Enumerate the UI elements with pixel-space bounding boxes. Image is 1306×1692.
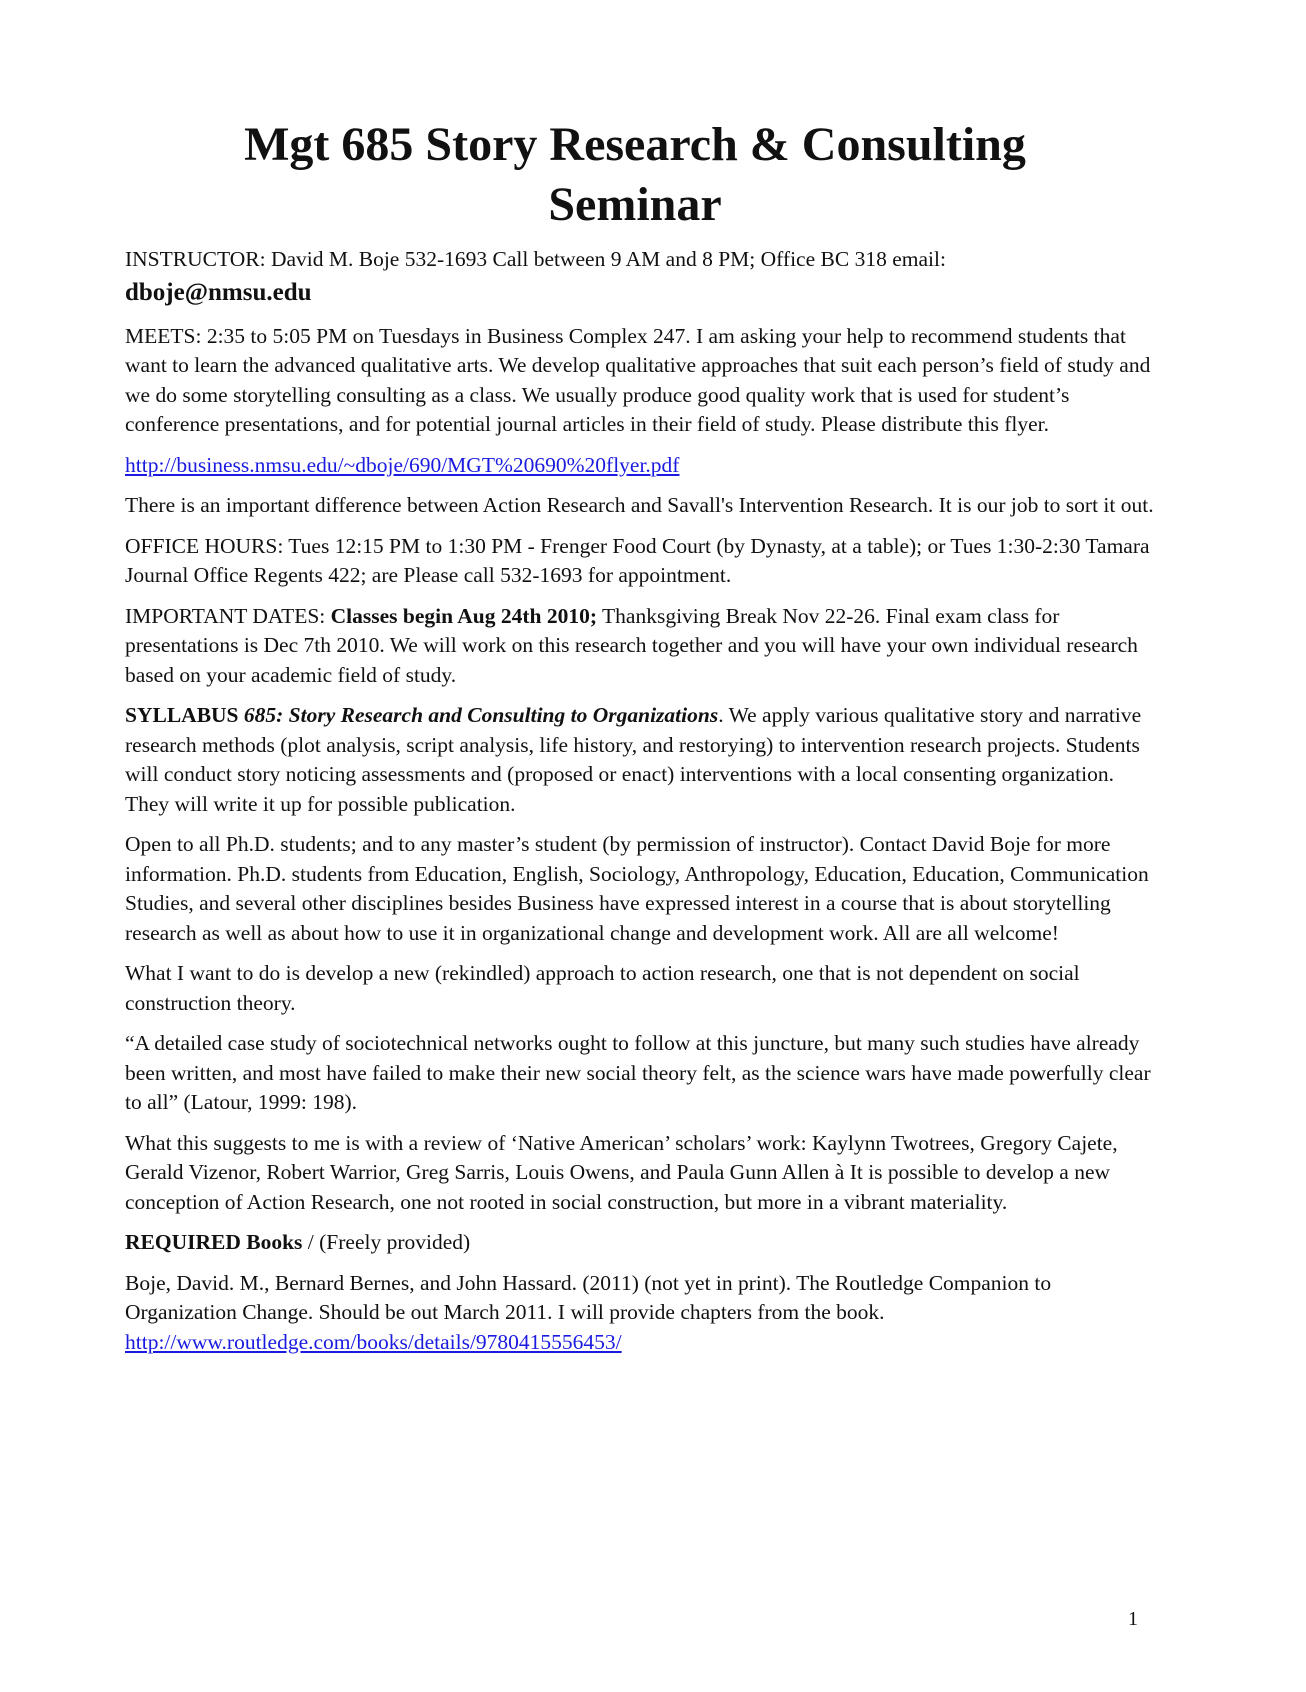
instructor-paragraph: [125, 245, 1155, 311]
want-to-do-paragraph: What I want to do is develop a new (rekindled) approach to action research, one that is not dependent on social construction theory.: [125, 961, 1080, 1015]
syllabus-label: SYLLABUS: [125, 703, 244, 727]
document-body: [125, 245, 1155, 1368]
required-books-label: REQUIRED Books: [125, 1230, 303, 1254]
suggests-paragraph: What this suggests to me is with a review of ‘Native American’ scholars’ work: Kaylynn Twotrees, Gregory Cajete, Gerald Vizenor, Robert Warrior, Greg Sarris, Louis Owens, and Paula Gunn Allen à It is possible to develop a new conception of Action Research, one not rooted in social construction, but more in a vibrant materiality.: [125, 1130, 1118, 1214]
title-line-2: Seminar: [548, 178, 722, 231]
book-entry-paragraph: [125, 1269, 1155, 1358]
instructor-email: dboje@nmsu.edu: [125, 278, 312, 306]
classes-begin-date: Classes begin Aug 24th 2010;: [330, 603, 598, 628]
syllabus-paragraph: [125, 701, 1155, 819]
instructor-text: INSTRUCTOR: David M. Boje 532-1693 Call between 9 AM and 8 PM; Office BC 318 email:: [125, 247, 946, 271]
syllabus-description: . We apply various qualitative story and narrative research methods (plot analysis, script analysis, life history, and restorying) to intervention research projects. Students will conduct story noticing assessments and (proposed or enact) interventions with a local consenting organization. They will write it up for possible publication.: [125, 703, 1142, 816]
page-number: 1: [1128, 1608, 1138, 1630]
title-line-1: Mgt 685 Story Research & Consulting: [244, 118, 1026, 171]
open-to-paragraph: Open to all Ph.D. students; and to any master’s student (by permission of instructor). Contact David Boje for more information. Ph.D. students from Education, English, Sociology, Anthropology, Education, Education, Communication Studies, and several other disciplines besides Business have expressed interest in a course that is about storytelling research as well as about how to use it in organizational change and development work. All are all welcome!: [125, 832, 1149, 945]
flyer-link[interactable]: http://business.nmsu.edu/~dboje/690/MGT%20690%20flyer.pdf: [125, 452, 680, 477]
meets-paragraph: MEETS: 2:35 to 5:05 PM on Tuesdays in Business Complex 247. I am asking your help to recommend students that want to learn the advanced qualitative arts. We develop qualitative approaches that suit each person’s field of study and we do some storytelling consulting as a class. We usually produce good quality work that is used for student’s conference presentations, and for potential journal articles in their field of study. Please distribute this flyer.: [125, 323, 1151, 436]
important-dates-rest: Thanksgiving Break Nov 22-26. Final exam class for presentations is Dec 7th 2010. We will work on this research together and you will have your own individual research based on your academic field of study.: [125, 603, 1138, 687]
book-entry-text: Boje, David. M., Bernard Bernes, and John Hassard. (2011) (not yet in print). The Routledge Companion to Organization Change. Should be out March 2011. I will provide chapters from the book.: [125, 1270, 1052, 1324]
page-title: [120, 115, 1150, 235]
syllabus-course-title: 685: Story Research and Consulting to Organizations: [243, 703, 719, 727]
routledge-link[interactable]: http://www.routledge.com/books/details/9780415556453/: [125, 1329, 622, 1354]
latour-quote: “A detailed case study of sociotechnical networks ought to follow at this juncture, but many such studies have already been written, and most have failed to make their new social theory felt, as the science wars have made powerfully clear to all” (Latour, 1999: 198).: [125, 1031, 1151, 1114]
required-books-heading: [125, 1228, 1155, 1258]
important-dates-lead: IMPORTANT DATES:: [125, 603, 331, 628]
required-books-note: / (Freely provided): [302, 1230, 471, 1254]
difference-paragraph: There is an important difference between Action Research and Savall's Intervention Research. It is our job to sort it out.: [125, 493, 1154, 517]
important-dates-paragraph: [125, 602, 1155, 691]
office-hours-paragraph: OFFICE HOURS: Tues 12:15 PM to 1:30 PM - Frenger Food Court (by Dynasty, at a table); or Tues 1:30-2:30 Tamara Journal Office Regents 422; are Please call 532-1693 for appointment.: [125, 533, 1150, 587]
flyer-link-paragraph: [125, 451, 1155, 481]
